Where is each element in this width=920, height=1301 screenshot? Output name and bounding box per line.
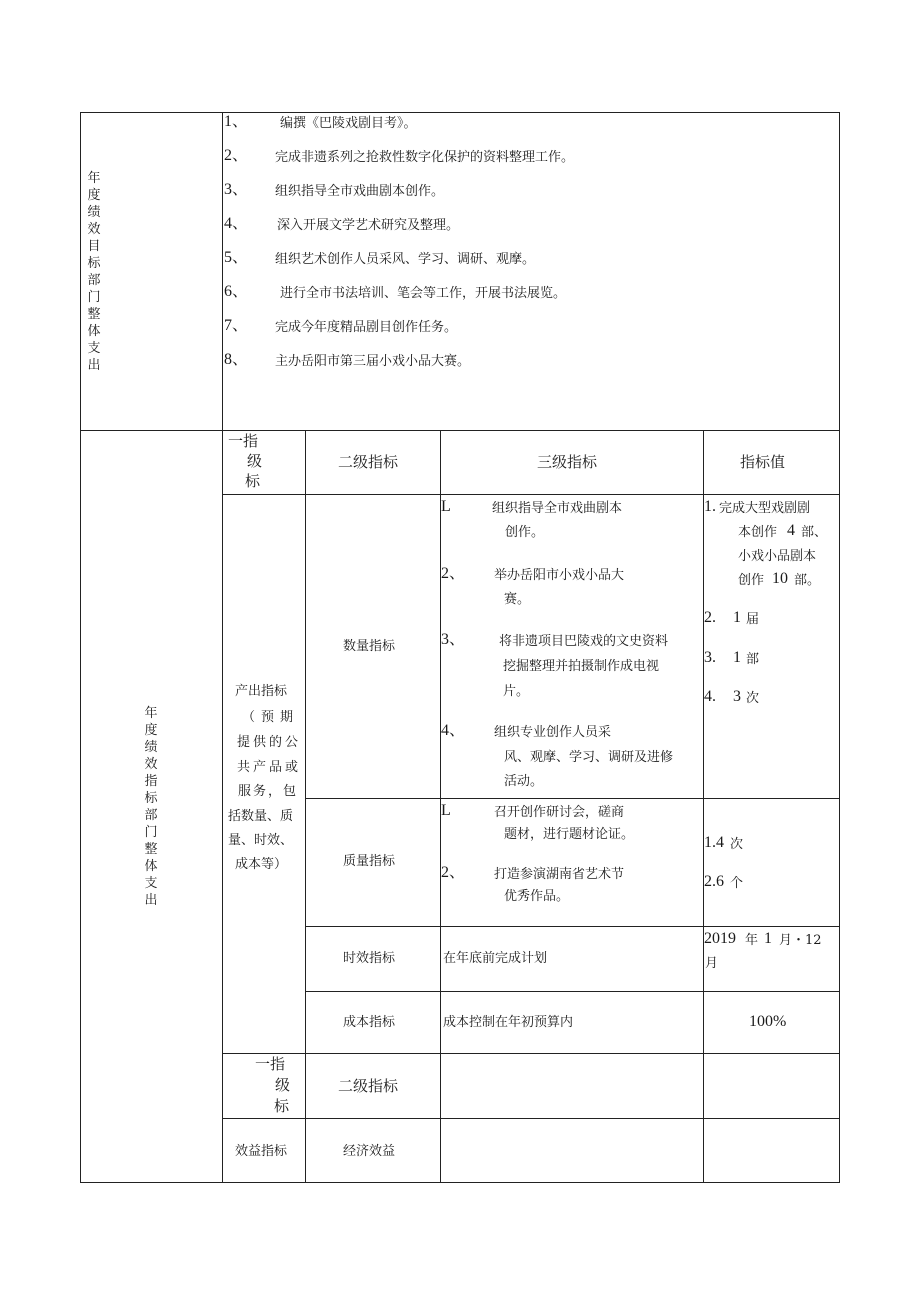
row-line-quantity-bottom [305,798,840,799]
timeliness-year-unit: 年 [745,933,759,948]
qv3-num: 3. [704,649,716,666]
qv4-num: 4. [704,688,716,705]
benefit-sub: 经济效益 [343,1144,396,1159]
goal-7-num: 7、 [224,317,249,334]
goals-side-label: 年度绩效目标部门整体支出 [87,171,101,373]
divider-goals-indicators [80,430,840,431]
goal-2-num: 2、 [224,147,249,164]
timeliness-desc: 在年底前完成计划 [443,951,548,966]
qv2-unit: 届 [746,612,760,627]
output-label-line-1: 产出指标 [235,684,288,699]
quantity-item-4-line1: 组织专业创作人员采 [494,725,612,740]
qv1-line2n: 4 [787,522,795,539]
quantity-item-3-line2: 挖掘整理并拍摄制作成电视 [503,659,660,674]
goal-6-text: 进行全市书法培训、笔会等工作，开展书法展览。 [280,286,567,301]
output-label-line-2: （预期 [242,710,300,725]
goal-1-text: 编撰《巴陵戏剧目考》。 [280,116,417,131]
header-level1-a: 一指 [228,432,259,450]
cost-value: 100% [749,1013,787,1030]
output-label-line-5: 服务，包 [238,784,299,799]
quantity-item-4-num: 4、 [441,722,466,739]
goal-5-num: 5、 [224,249,249,266]
goal-5-text: 组织艺术创作人员采风、学习、调研、观摩。 [275,252,536,267]
goal-7-text: 完成今年度精品剧目创作任务。 [275,320,458,335]
header2-level1-b: 级 [275,1076,291,1094]
goal-4-text: 深入开展文学艺术研究及整理。 [277,218,460,233]
table-border-bottom [80,1182,840,1183]
quantity-item-2-line1: 举办岳阳市小戏小品大 [494,568,625,583]
qv1-line2b: 部、 [801,525,828,540]
indicators-side-label: 年度绩效指标部门整体支出 [144,706,158,908]
divider-side-col [222,112,223,1183]
goal-3-text: 组织指导全市戏曲剧本创作。 [275,184,445,199]
qv1-line1: 完成大型戏剧剧 [719,501,811,516]
output-label-line-6: 括数量、质 [228,809,294,824]
qv1-line3: 小戏小品剧本 [738,549,817,564]
goal-3-num: 3、 [224,181,249,198]
quantity-item-3-num: 3、 [441,631,466,648]
row-line-time-bottom [305,991,840,992]
header-value: 指标值 [740,453,786,471]
quantity-item-2-num: 2、 [441,565,466,582]
quality-item-1-line1: 召开创作研讨会，磋商 [494,805,625,820]
quantity-item-1-num: L [441,498,451,515]
quantity-item-4-line3: 活动。 [504,774,544,789]
quality-value-1-num: 1.4 [704,834,724,851]
timeliness-year: 2019 [704,930,736,947]
timeliness-month: 1 [764,930,772,947]
quantity-item-4-line2: 风、观摩、学习、调研及进修 [504,750,674,765]
timeliness-label: 时效指标 [343,951,396,966]
row-line-header2-bottom [222,1118,840,1119]
qv4-val: 3 [733,688,741,705]
row-line-quality-bottom [305,926,840,927]
quality-value-1-unit: 次 [730,837,744,852]
goal-2-text: 完成非遗系列之抢救性数字化保护的资料整理工作。 [275,150,575,165]
header2-level1-c: 标 [274,1097,290,1115]
quantity-item-3-line3: 片。 [503,684,530,699]
row-line-header-bottom [222,494,840,495]
qv3-val: 1 [733,649,741,666]
output-label-line-3: 提供的公 [237,735,302,750]
quality-label: 质量指标 [343,854,396,869]
header2-level2: 二级指标 [338,1077,399,1095]
header2-level1-a: 一指 [255,1055,286,1073]
quality-value-2-unit: 个 [730,876,744,891]
goal-1-num: 1、 [224,113,249,130]
benefit-label: 效益指标 [235,1144,288,1159]
qv4-unit: 次 [746,691,760,706]
cost-label: 成本指标 [343,1015,396,1030]
quality-item-2-num: 2、 [441,864,466,881]
quality-item-2-line2: 优秀作品。 [504,889,570,904]
qv1-line4n: 10 [772,570,788,587]
quantity-item-1-line2: 创作。 [505,525,545,540]
timeliness-month-range: 月・12 [779,933,822,948]
divider-col-value [703,430,704,1183]
goal-4-num: 4、 [224,215,249,232]
qv2-num: 2. [704,609,716,626]
header-level2: 二级指标 [338,453,399,471]
cost-desc: 成本控制在年初预算内 [443,1015,574,1030]
output-label-line-7: 量、时效、 [228,833,294,848]
qv1-line4a: 创作 [738,573,765,588]
qv1-line2a: 本创作 [738,525,778,540]
quality-item-1-num: L [441,802,451,819]
header-level1-c: 标 [245,472,261,490]
timeliness-month-unit: 月 [705,956,719,971]
qv1-line4b: 部。 [794,573,821,588]
quality-item-1-line2: 题材，进行题材论证。 [504,827,635,842]
output-label-line-8: 成本等） [235,857,288,872]
qv3-unit: 部 [746,652,760,667]
quantity-item-3-line1: 将非遗项目巴陵戏的文史资料 [499,634,669,649]
goal-8-num: 8、 [224,351,249,368]
quality-item-2-line1: 打造参演湖南省艺术节 [494,867,625,882]
quantity-item-2-line2: 赛。 [504,592,531,607]
table-border-right [839,112,840,1183]
qv1-num: 1. [704,498,716,515]
output-label-line-4: 共产品或 [237,760,302,775]
divider-col-level2 [305,430,306,1183]
row-line-cost-bottom [222,1053,840,1054]
quality-value-2-num: 2.6 [704,873,724,890]
header-level3: 三级指标 [537,453,598,471]
goal-8-text: 主办岳阳市第三届小戏小品大赛。 [275,354,471,369]
quantity-item-1-line1: 组织指导全市戏曲剧本 [492,501,623,516]
quantity-label: 数量指标 [343,639,396,654]
goal-6-num: 6、 [224,283,249,300]
header-level1-b: 级 [247,452,263,470]
table-border-left [80,112,81,1183]
qv2-val: 1 [733,609,741,626]
table-border-top [80,112,840,113]
